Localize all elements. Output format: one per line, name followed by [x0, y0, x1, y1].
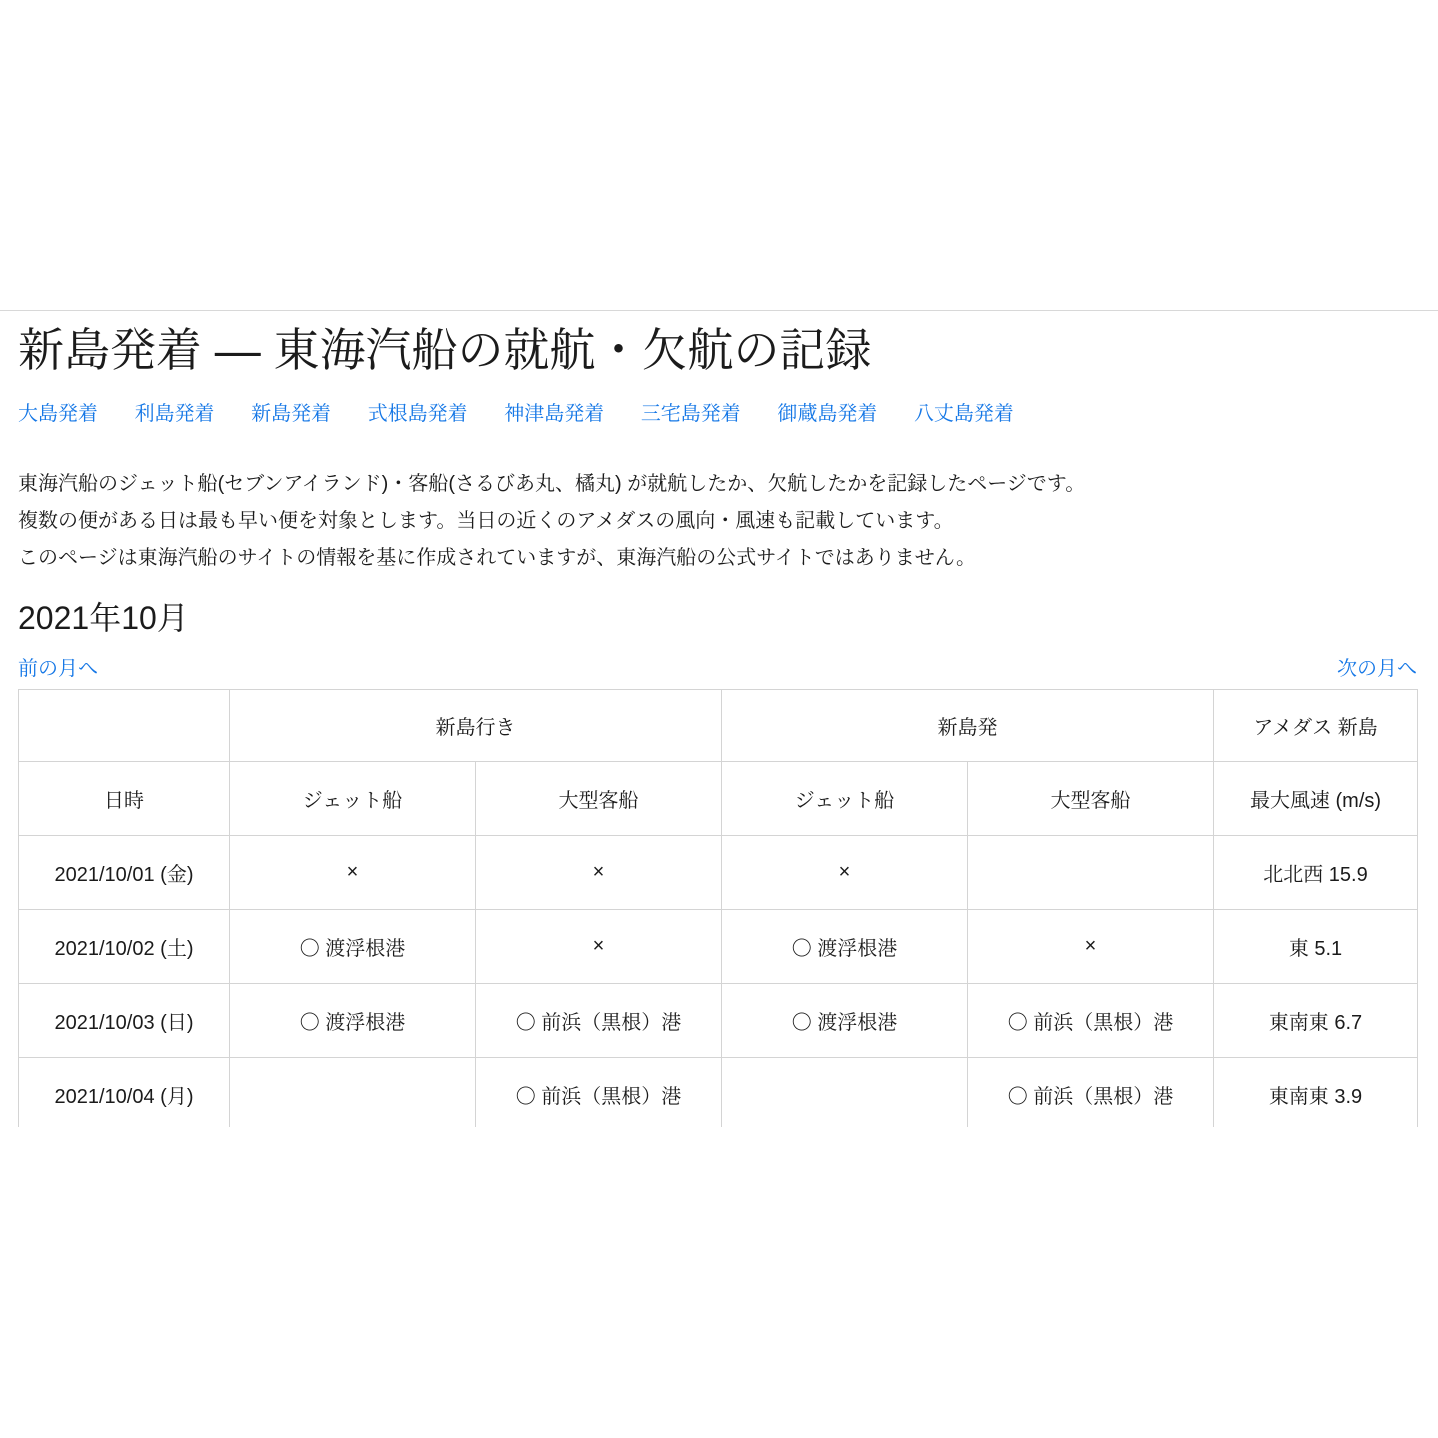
month-nav [18, 652, 1417, 681]
status-cell: 〇 前浜（黒根）港 [476, 983, 722, 1057]
date-cell: 2021/10/04 (月) [19, 1057, 230, 1127]
page-description [18, 466, 1420, 577]
nav-link-shikinejima[interactable]: 式根島発着 [367, 402, 468, 425]
table-row [19, 983, 1418, 1057]
status-cell [722, 1057, 968, 1127]
group-header-amedas: アメダス 新島 [1214, 689, 1418, 761]
description-line: このページは東海汽船のサイトの情報を基に作成されていますが、東海汽船の公式サイトではありません。 [18, 546, 976, 569]
column-header-date: 日時 [19, 761, 230, 835]
wind-cell: 東南東 6.7 [1214, 983, 1418, 1057]
status-cell: 〇 渡浮根港 [722, 983, 968, 1057]
status-cell: × [968, 909, 1214, 983]
wind-cell: 北北西 15.9 [1214, 835, 1418, 909]
schedule-table [18, 689, 1418, 1127]
description-line: 東海汽船のジェット船(セブンアイランド)・客船(さるびあ丸、橘丸) が就航したか、欠航したかを記録したページです。 [18, 472, 1086, 495]
nav-link-toshima[interactable]: 利島発着 [134, 402, 215, 425]
date-cell: 2021/10/02 (土) [19, 909, 230, 983]
group-header-from-niijima: 新島発 [722, 689, 1214, 761]
status-cell: 〇 前浜（黒根）港 [476, 1057, 722, 1127]
column-header-jet-from: ジェット船 [722, 761, 968, 835]
status-cell: 〇 前浜（黒根）港 [968, 983, 1214, 1057]
description-line: 複数の便がある日は最も早い便を対象とします。当日の近くのアメダスの風向・風速も記載しています。 [18, 509, 954, 532]
status-cell [230, 1057, 476, 1127]
nav-link-kozushima[interactable]: 神津島発着 [504, 402, 605, 425]
wind-cell: 東南東 3.9 [1214, 1057, 1418, 1127]
nav-link-hachijojima[interactable]: 八丈島発着 [913, 402, 1014, 425]
nav-link-oshima[interactable]: 大島発着 [18, 402, 98, 425]
status-cell: × [476, 835, 722, 909]
table-row [19, 1057, 1418, 1127]
page-content [0, 310, 1438, 1127]
column-header-jet-to: ジェット船 [230, 761, 476, 835]
column-header-max-wind: 最大風速 (m/s) [1214, 761, 1418, 835]
status-cell: × [230, 835, 476, 909]
wind-cell: 東 5.1 [1214, 909, 1418, 983]
date-cell: 2021/10/03 (日) [19, 983, 230, 1057]
table-column-header-row [19, 761, 1418, 835]
table-row [19, 909, 1418, 983]
status-cell: 〇 渡浮根港 [230, 909, 476, 983]
corner-cell [19, 689, 230, 761]
date-cell: 2021/10/01 (金) [19, 835, 230, 909]
status-cell: 〇 前浜（黒根）港 [968, 1057, 1214, 1127]
column-header-liner-to: 大型客船 [476, 761, 722, 835]
island-nav [18, 397, 1420, 426]
table-group-header-row [19, 689, 1418, 761]
page-title: 新島発着 — 東海汽船の就航・欠航の記録 [18, 324, 872, 376]
nav-link-mikurajima[interactable]: 御蔵島発着 [777, 402, 878, 425]
prev-month-link[interactable]: 前の月へ [18, 657, 98, 680]
status-cell: × [722, 835, 968, 909]
nav-link-niijima[interactable]: 新島発着 [251, 402, 332, 425]
status-cell [968, 835, 1214, 909]
status-cell: 〇 渡浮根港 [722, 909, 968, 983]
status-cell: 〇 渡浮根港 [230, 983, 476, 1057]
next-month-link[interactable]: 次の月へ [1337, 657, 1417, 680]
nav-link-miyakejima[interactable]: 三宅島発着 [640, 402, 741, 425]
month-heading: 2021年10月 [18, 599, 189, 636]
table-row [19, 835, 1418, 909]
group-header-to-niijima: 新島行き [230, 689, 722, 761]
column-header-liner-from: 大型客船 [968, 761, 1214, 835]
status-cell: × [476, 909, 722, 983]
